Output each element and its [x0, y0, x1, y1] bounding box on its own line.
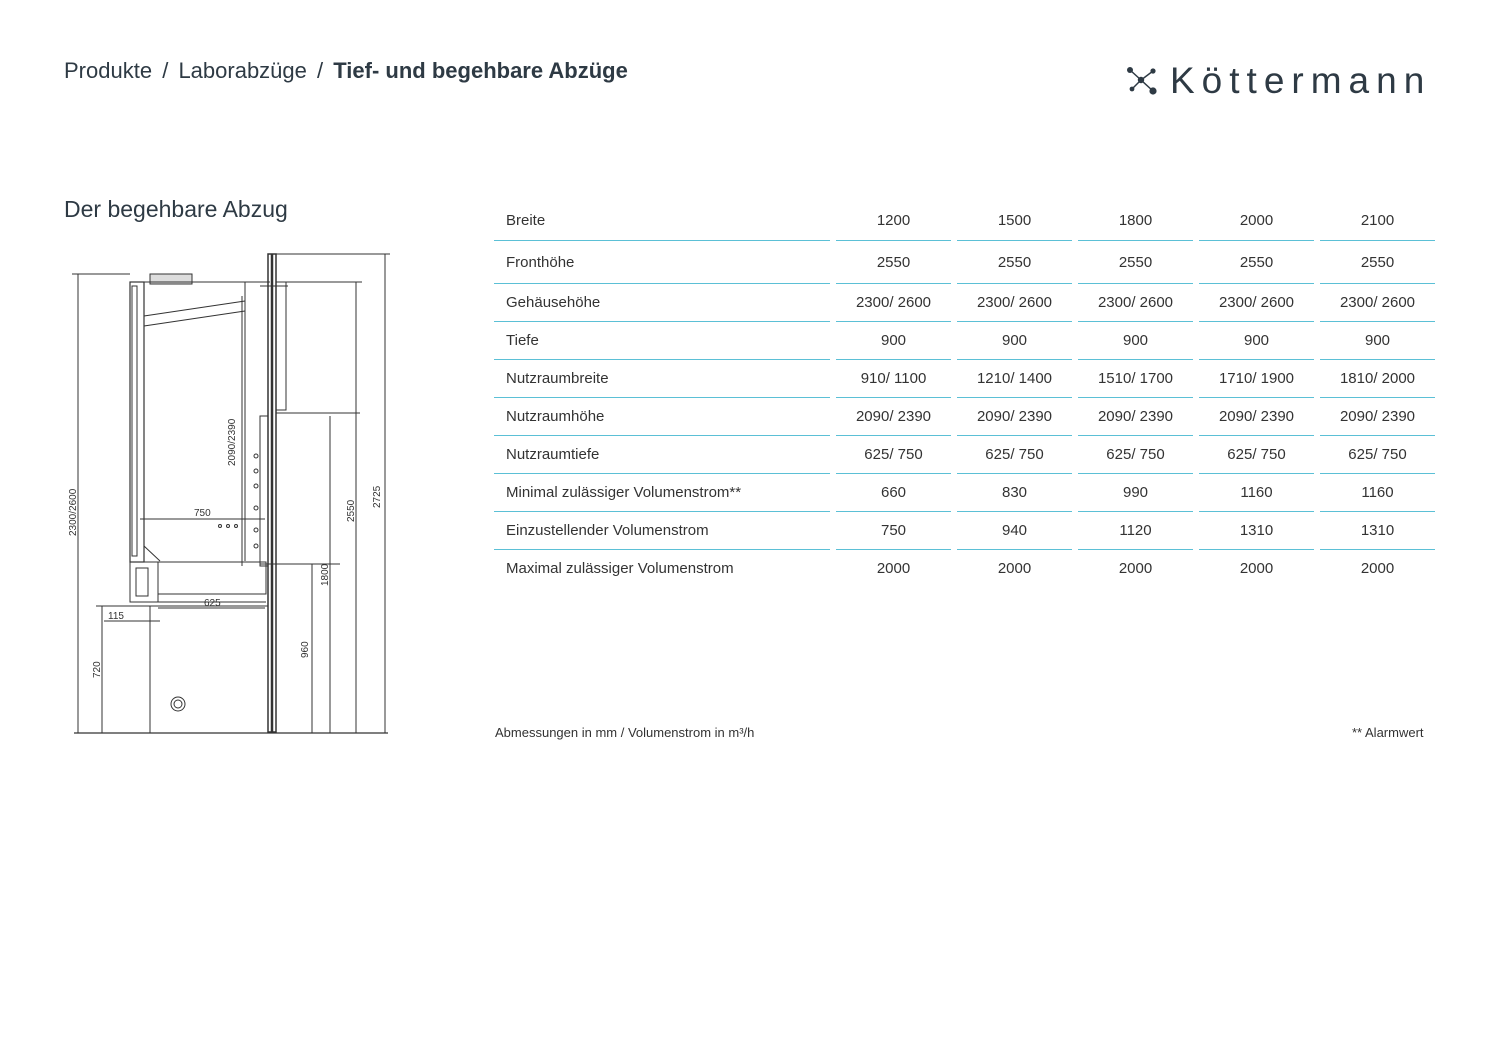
- section-title: Der begehbare Abzug: [64, 196, 288, 222]
- table-cell: 2000: [1118, 560, 1153, 577]
- table-cell: 2550: [957, 241, 1072, 284]
- table-row: [494, 284, 1435, 322]
- table-cell: 2090/ 2390: [836, 398, 951, 436]
- table-cell: 2300/ 2600: [836, 284, 951, 322]
- table-header-cell: 1500: [957, 200, 1072, 241]
- table-cell: 900: [836, 322, 951, 360]
- table-cell: 940: [957, 512, 1072, 550]
- dim-label-2550: 2550: [346, 499, 357, 522]
- table-row: [494, 512, 1435, 550]
- breadcrumb-current: Tief- und begehbare Abzüge: [333, 58, 628, 83]
- table-cell: 1120: [1078, 512, 1193, 550]
- row-label: Maximal zulässiger Volumenstrom: [506, 560, 734, 577]
- table-cell: 2000: [997, 560, 1032, 577]
- table-cell: 625/ 750: [957, 436, 1072, 474]
- brand-logo: [1124, 58, 1440, 102]
- table-cell: 2000: [1360, 560, 1395, 577]
- breadcrumb-separator: /: [162, 58, 169, 83]
- table-header-label: Breite: [494, 200, 830, 241]
- table-cell: 2550: [1320, 241, 1435, 284]
- table-cell: 1710/ 1900: [1199, 360, 1314, 398]
- table-cell: 1210/ 1400: [957, 360, 1072, 398]
- table-cell: 910/ 1100: [836, 360, 951, 398]
- dim-label-750: 750: [194, 508, 211, 519]
- table-cell: 625/ 750: [836, 436, 951, 474]
- alarm-footnote: ** Alarmwert: [1352, 725, 1424, 740]
- brand-name: Köttermann: [1170, 59, 1432, 101]
- table-cell: 2090/ 2390: [1199, 398, 1314, 436]
- specs-table: [488, 200, 1441, 587]
- table-cell: 625/ 750: [1078, 436, 1193, 474]
- table-cell: 1310: [1199, 512, 1314, 550]
- breadcrumb-separator: /: [317, 58, 324, 83]
- table-row: [494, 550, 1435, 587]
- table-cell: 2300/ 2600: [1320, 284, 1435, 322]
- table-header-cell: 1800: [1078, 200, 1193, 241]
- table-cell: 2550: [1078, 241, 1193, 284]
- table-cell: 2550: [1199, 241, 1314, 284]
- table-cell: 2000: [876, 560, 911, 577]
- table-cell: 1160: [1199, 474, 1314, 512]
- table-cell: 660: [836, 474, 951, 512]
- table-row: [494, 241, 1435, 284]
- table-row: [494, 436, 1435, 474]
- table-cell: 1160: [1320, 474, 1435, 512]
- table-row: [494, 322, 1435, 360]
- technical-drawing: [60, 246, 400, 746]
- dim-label-115: 115: [108, 611, 124, 622]
- dim-label-usable-height: 2090/2390: [227, 418, 238, 466]
- table-cell: 990: [1078, 474, 1193, 512]
- table-cell: 1510/ 1700: [1078, 360, 1193, 398]
- units-footnote: Abmessungen in mm / Volumenstrom in m³/h: [495, 725, 755, 740]
- table-row: [494, 360, 1435, 398]
- row-label: Nutzraumtiefe: [494, 436, 830, 474]
- table-header-cell: 1200: [836, 200, 951, 241]
- row-label: Tiefe: [494, 322, 830, 360]
- table-cell: 2300/ 2600: [957, 284, 1072, 322]
- table-cell: 2000: [1239, 560, 1274, 577]
- row-label: Gehäusehöhe: [494, 284, 830, 322]
- table-cell: 2090/ 2390: [957, 398, 1072, 436]
- table-header-row: [494, 200, 1435, 241]
- table-cell: 1310: [1320, 512, 1435, 550]
- dim-label-1800: 1800: [320, 563, 331, 586]
- dim-label-960: 960: [300, 641, 311, 658]
- table-cell: 2090/ 2390: [1078, 398, 1193, 436]
- table-row: [494, 398, 1435, 436]
- table-cell: 2090/ 2390: [1320, 398, 1435, 436]
- table-cell: 2300/ 2600: [1199, 284, 1314, 322]
- table-cell: 900: [957, 322, 1072, 360]
- table-cell: 750: [836, 512, 951, 550]
- row-label: Nutzraumhöhe: [494, 398, 830, 436]
- row-label: Einzustellender Volumenstrom: [494, 512, 830, 550]
- table-row: [494, 474, 1435, 512]
- table-cell: 900: [1320, 322, 1435, 360]
- table-cell: 2550: [836, 241, 951, 284]
- table-header-cell: 2000: [1199, 200, 1314, 241]
- breadcrumb: [64, 58, 628, 84]
- dim-label-625: 625: [204, 598, 221, 609]
- dim-label-2725: 2725: [372, 485, 383, 508]
- row-label: Minimal zulässiger Volumenstrom**: [494, 474, 830, 512]
- table-cell: 1810/ 2000: [1320, 360, 1435, 398]
- molecule-logo-icon: [1124, 62, 1160, 98]
- table-cell: 900: [1199, 322, 1314, 360]
- row-label: Fronthöhe: [494, 241, 830, 284]
- table-header-cell: 2100: [1320, 200, 1435, 241]
- table-cell: 625/ 750: [1320, 436, 1435, 474]
- breadcrumb-item-produkte[interactable]: Produkte: [64, 58, 153, 83]
- table-cell: 900: [1078, 322, 1193, 360]
- table-cell: 2300/ 2600: [1078, 284, 1193, 322]
- dim-label-720: 720: [92, 661, 103, 678]
- row-label: Nutzraumbreite: [494, 360, 830, 398]
- table-cell: 830: [957, 474, 1072, 512]
- breadcrumb-item-laborabzuege[interactable]: Laborabzüge: [178, 58, 307, 83]
- dim-label-total-height: 2300/2600: [68, 488, 79, 536]
- table-cell: 625/ 750: [1199, 436, 1314, 474]
